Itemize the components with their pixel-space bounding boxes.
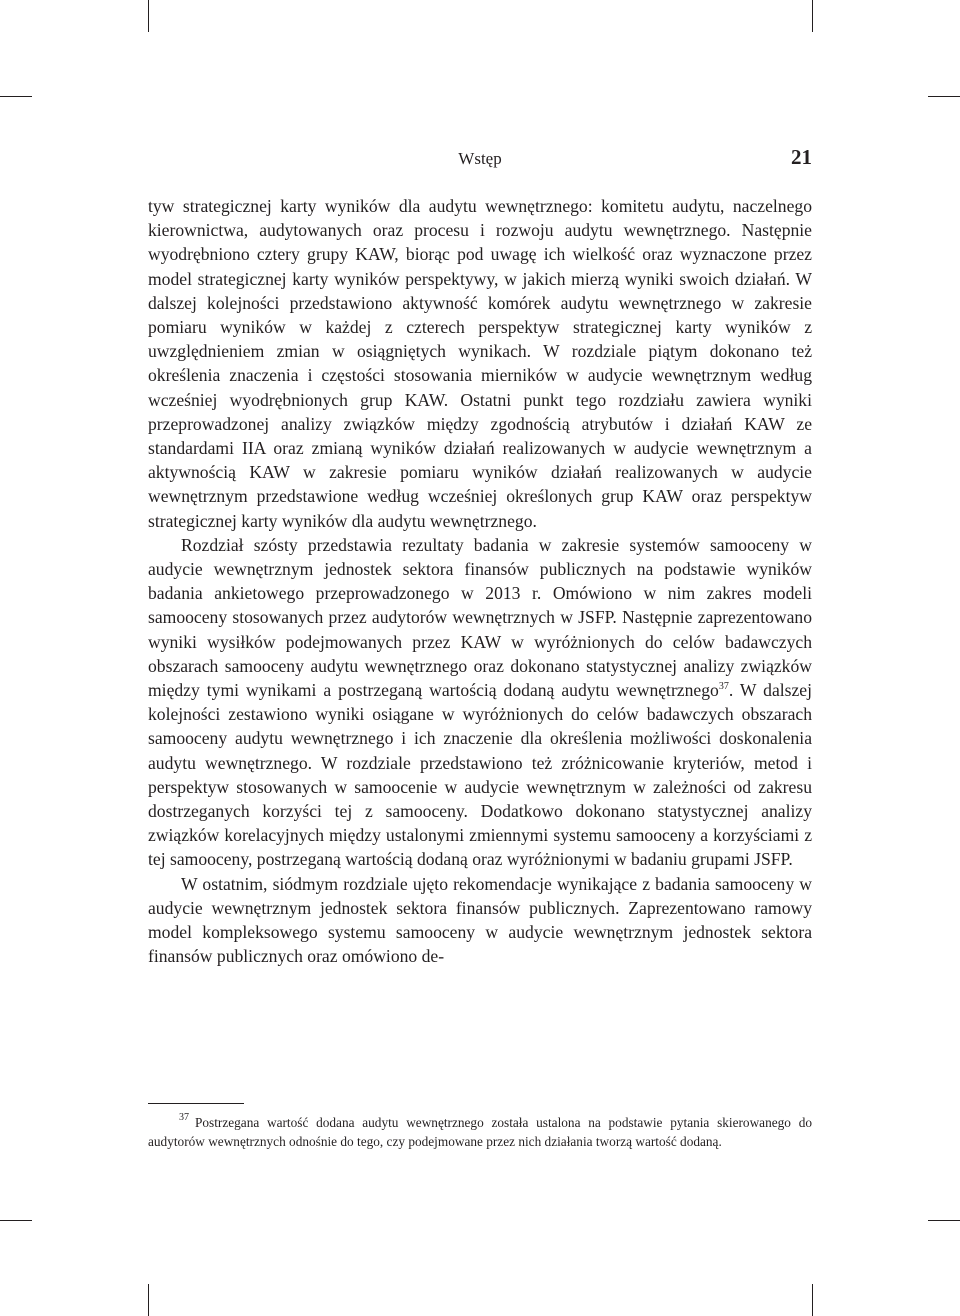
footnote-rule bbox=[148, 1103, 244, 1104]
footnote-number: 37 bbox=[179, 1112, 189, 1123]
crop-mark bbox=[812, 0, 813, 32]
crop-mark bbox=[928, 1220, 960, 1221]
crop-mark bbox=[928, 96, 960, 97]
crop-mark bbox=[812, 1284, 813, 1316]
crop-mark bbox=[148, 0, 149, 32]
crop-mark bbox=[148, 1284, 149, 1316]
page-number: 21 bbox=[791, 145, 812, 169]
footnote bbox=[148, 1113, 812, 1151]
running-title: Wstęp bbox=[458, 149, 502, 168]
paragraph-2-text-b: . W dalszej kolejności zestawiono wyniki osiągane w wyróżnionych do celów badawczych obszarach samooceny audytu wewnętrznego i ich znaczenie dla określenia możliwości doskonalenia audytu wewnętrznego. W rozdziale przedstawiono też zróżnicowanie kryteriów, metod i perspektyw stosowanych w samoocenie w audycie wewnętrznym w zależności od zakresu dostrzeganych korzyści tej z samooceny. Dodatkowo dokonano statystycznej analizy związków korelacyjnych między ustalonymi zmiennymi systemu samooceny a korzyściami z tej samooceny, postrzeganą wartością dodaną oraz wyróżnionymi w badaniu grupami JSFP. bbox=[148, 680, 812, 870]
paragraph-2-text-a: Rozdział szósty przedstawia rezultaty badania w zakresie systemów samooceny w audycie wewnętrznym jednostek sektora finansów publicznych na podstawie wyników badania ankietowego przeprowadzonego w 2013 r. Omówiono w nim zakres modeli samooceny stosowanych przez audytorów wewnętrznych w JSFP. Następnie zaprezentowano wyniki wysiłków podejmowanych przez KAW w wyróżnionych do celów badawczych obszarach samooceny audytu wewnętrznego oraz dokonano statystycznej analizy związków między tymi wynikami a postrzeganą wartością dodaną audytu wewnętrznego bbox=[148, 534, 812, 701]
paragraph-1: tyw strategicznej karty wyników dla audytu wewnętrznego: komitetu audytu, naczelnego kierownictwa, audytowanych oraz procesu i rozwoju audytu wewnętrznego. Następnie wyodrębniono cztery grupy KAW, biorąc pod uwagę ich wielkość oraz wyznaczone przez model strategicznej karty wyników perspektywy, w jakich mierzą wyniki swoich działań. W dalszej kolejności przedstawiono aktywność komórek audytu wewnętrznego w zakresie pomiaru wyników w każdej z czterech perspektyw strategicznej karty wyników z uwzględnieniem zmian w osiągniętych wynikach. W rozdziale piątym dokonano też określenia znaczenia i częstości stosowania mierników w audycie wewnętrznym według wcześniej wyodrębnionych grup KAW. Ostatni punkt tego rozdziału zawiera wyniki przeprowadzonej analizy związków między zgodnością atrybutów i działań KAW ze standardami IIA oraz zmianą wyników działań realizowanych w audycie wewnętrznym a aktywnością KAW w zakresie pomiaru wyników działań realizowanych w audycie wewnętrznym przedstawione według wcześniej określonych grup KAW oraz perspektyw strategicznej karty wyników dla audytu wewnętrznego. bbox=[148, 196, 812, 531]
paragraph-3: W ostatnim, siódmym rozdziale ujęto rekomendacje wynikające z badania samooceny w audycie wewnętrznym jednostek sektora finansów publicznych. Zaprezentowano ramowy model kompleksowego systemu samooceny w audycie wewnętrznym jednostek sektora finansów publicznych oraz omówiono de- bbox=[148, 873, 812, 967]
crop-mark bbox=[0, 96, 32, 97]
paragraph-2 bbox=[148, 533, 812, 872]
body-text bbox=[148, 194, 812, 969]
crop-mark bbox=[0, 1220, 32, 1221]
running-head bbox=[148, 145, 812, 175]
footnote-reference[interactable]: 37 bbox=[718, 681, 729, 693]
footnote-text: Postrzegana wartość dodana audytu wewnętrznego została ustalona na podstawie pytania skierowanego do audytorów wewnętrznych odnośnie do tego, czy podejmowane przez nich działania tworzą wartość dodaną. bbox=[148, 1115, 812, 1149]
